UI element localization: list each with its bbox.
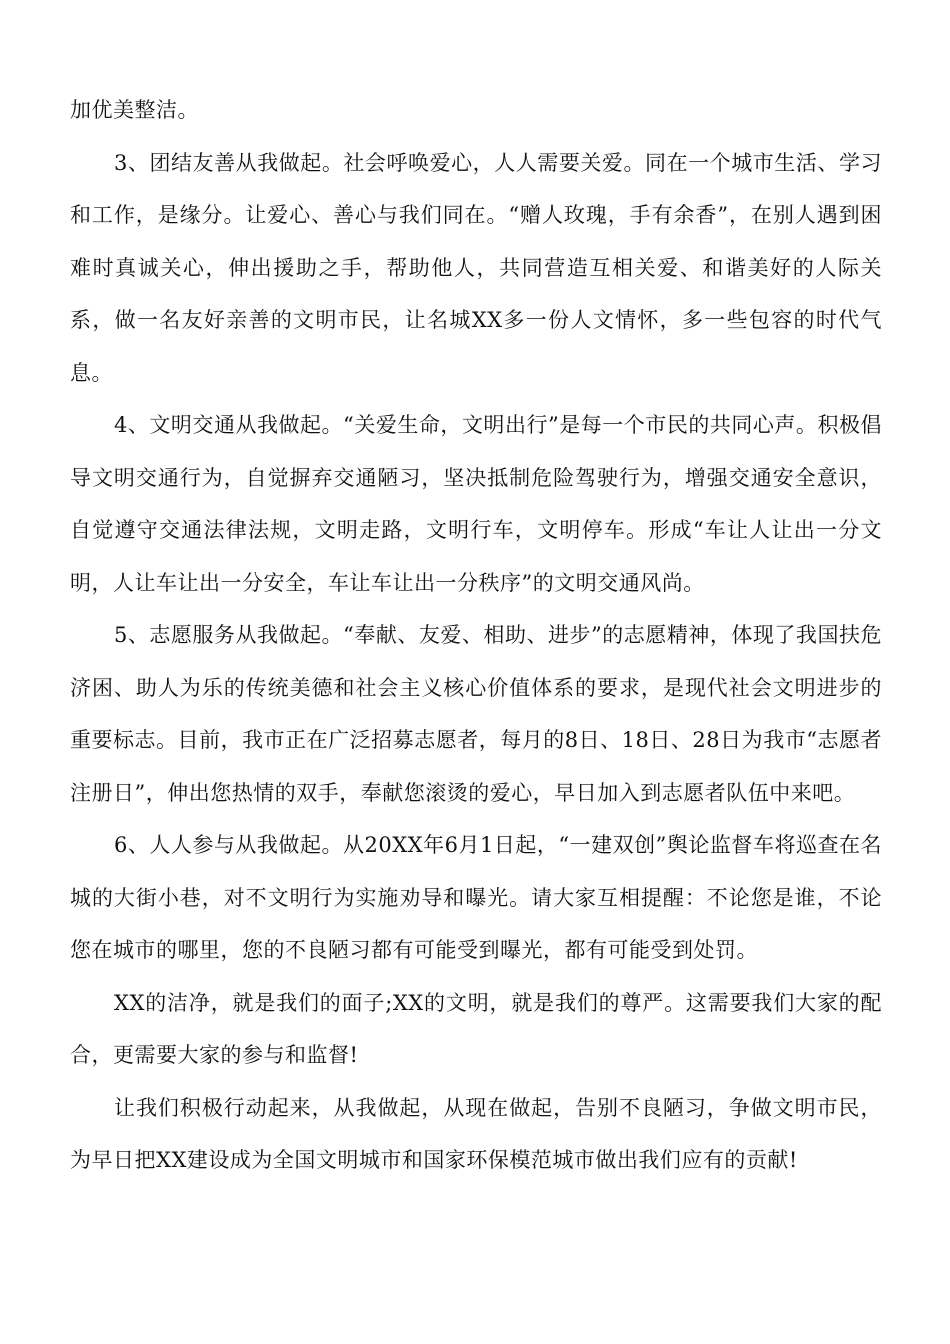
paragraph-item-3-unity: 3、团结友善从我做起。社会呼唤爱心，人人需要关爱。同在一个城市生活、学习和工作，是缘分。让爱心、善心与我们同在。“赠人玫瑰，手有余香”，在别人遇到困难时真诚关心，伸出援助之手，帮助他人，共同营造互相关爱、和谐美好的人际关系，做一名友好亲善的文明市民，让名城XX多一份人文情怀，多一些包容的时代气息。 <box>70 150 882 385</box>
paragraph-continuation: 加优美整洁。 <box>70 98 199 122</box>
paragraph-item-5-volunteer: 5、志愿服务从我做起。“奉献、友爱、相助、进步”的志愿精神，体现了我国扶危济困、助人为乐的传统美德和社会主义核心价值体系的要求，是现代社会文明进步的重要标志。目前，我市正在广泛招募志愿者，每月的8日、18日、28日为我市“志愿者注册日”，伸出您热情的双手，奉献您滚烫的爱心，早日加入到志愿者队伍中来吧。 <box>70 623 882 805</box>
document-body <box>70 84 882 1187</box>
paragraph-item-6-participation: 6、人人参与从我做起。从20XX年6月1日起，“一建双创”舆论监督车将巡查在名城的大街小巷，对不文明行为实施劝导和曝光。请大家互相提醒：不论您是谁，不论您在城市的哪里，您的不良陋习都有可能受到曝光，都有可能受到处罚。 <box>70 833 882 962</box>
paragraph-closing-call: 让我们积极行动起来，从我做起，从现在做起，告别不良陋习，争做文明市民，为早日把XX建设成为全国文明城市和国家环保模范城市做出我们应有的贡献! <box>70 1095 882 1172</box>
paragraph-cleanliness: XX的洁净，就是我们的面子;XX的文明，就是我们的尊严。这需要我们大家的配合，更需要大家的参与和监督! <box>70 990 882 1067</box>
paragraph-item-4-traffic: 4、文明交通从我做起。“关爱生命，文明出行”是每一个市民的共同心声。积极倡导文明交通行为，自觉摒弃交通陋习，坚决抵制危险驾驶行为，增强交通安全意识，自觉遵守交通法律法规，文明走路，文明行车，文明停车。形成“车让人让出一分文明，人让车让出一分安全，车让车让出一分秩序”的文明交通风尚。 <box>70 413 882 595</box>
